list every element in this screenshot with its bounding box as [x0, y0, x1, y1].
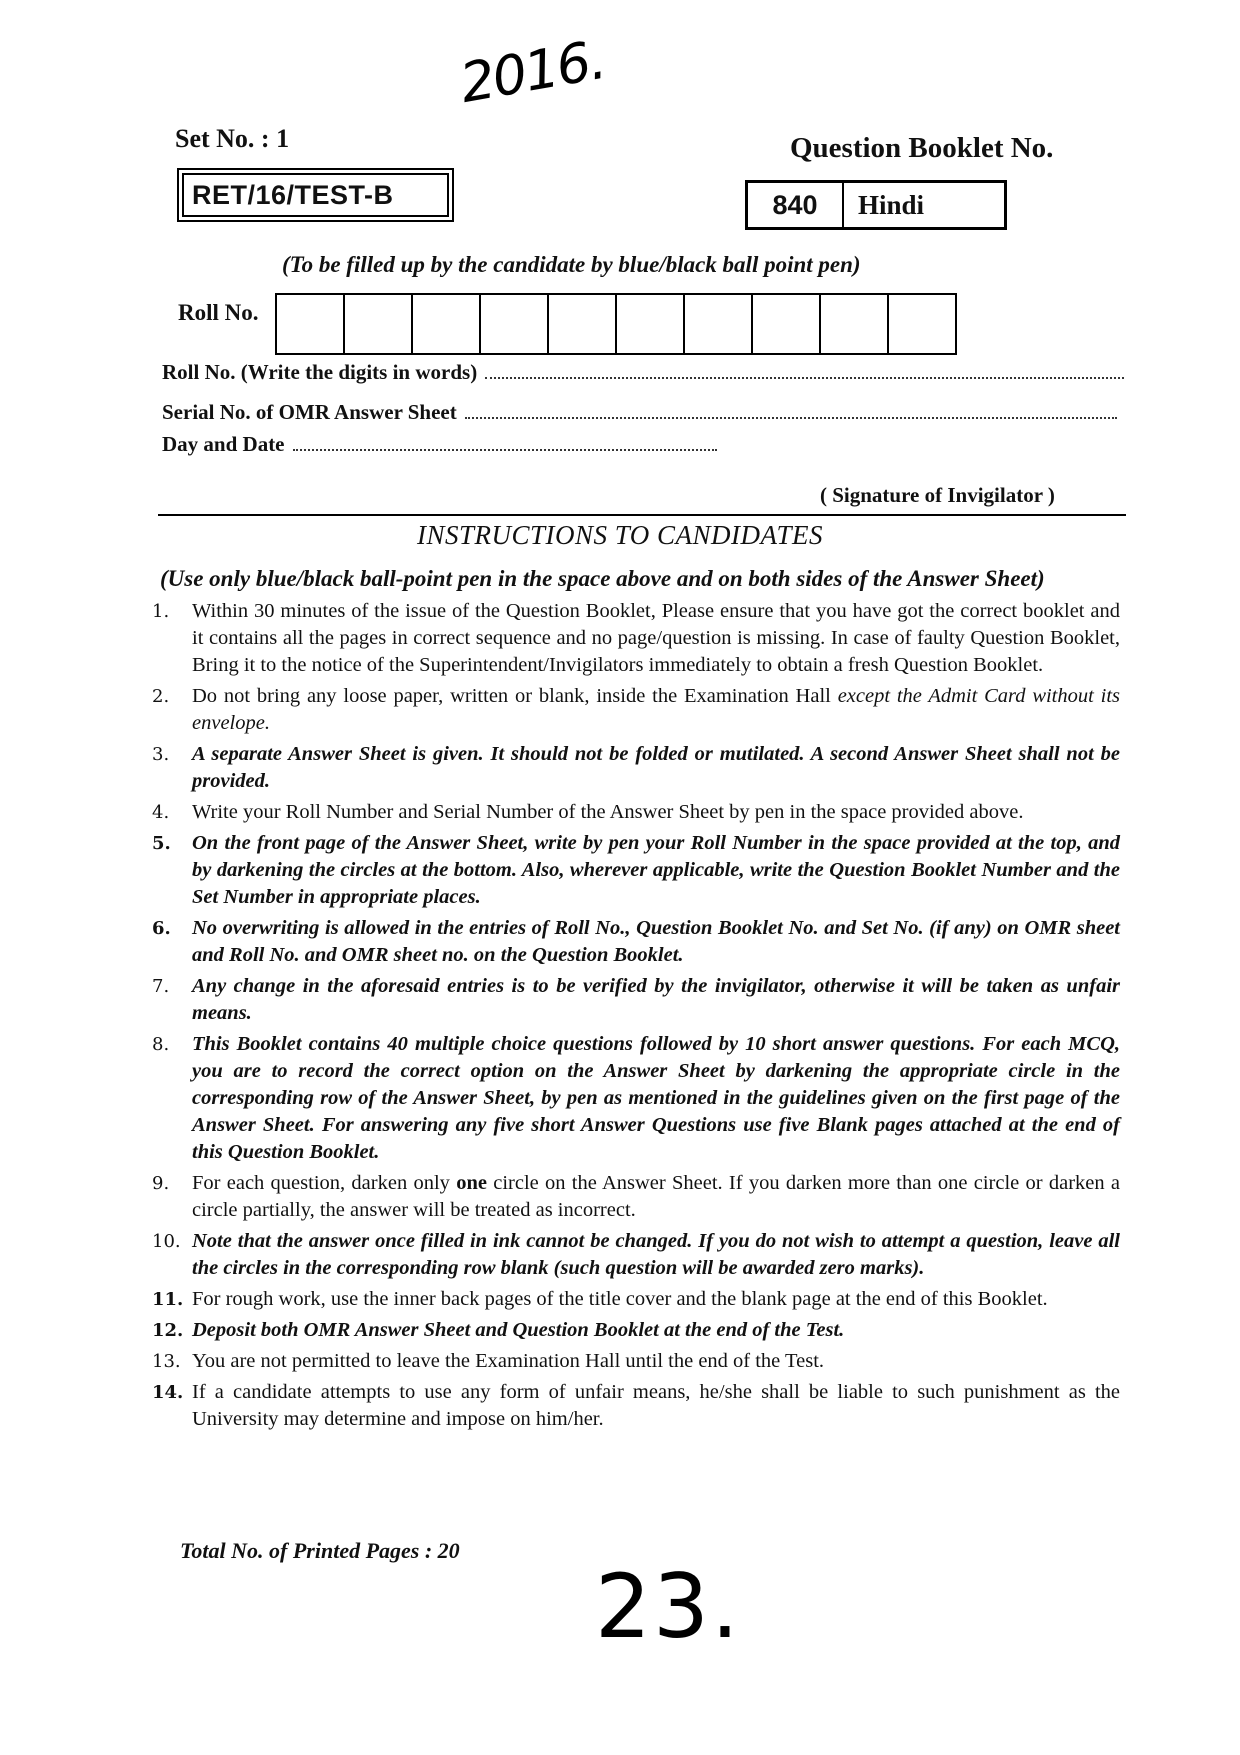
handwritten-year-mark: 2016.	[455, 27, 609, 116]
list-item: 9. For each question, darken only one circle on the Answer Sheet. If you darken more than one circle or darken a circle partially, the answer will be treated as incorrect.	[152, 1172, 1121, 1221]
question-booklet-label: Question Booklet No.	[790, 132, 1054, 164]
roll-digit-box[interactable]	[617, 295, 685, 353]
roll-digit-box[interactable]	[821, 295, 889, 353]
list-item: 10. Note that the answer once filled in ink cannot be changed. If you do not wish to attempt a question, leave all the circles in the corresponding row blank (such question will be awarded zero marks).	[152, 1230, 1120, 1279]
roll-words-field	[162, 360, 1124, 385]
list-item: 8. This Booklet contains 40 multiple choice questions followed by 10 short answer questions. For each MCQ, you are to record the correct option on the Answer Sheet by darkening the appropriate circle in the corresponding row of the Answer Sheet, by pen as mentioned in the guidelines given on the first page of the Answer Sheet. For answering any five short Answer Questions use five Blank pages attached at the end of this Question Booklet.	[152, 1033, 1120, 1163]
set-number: Set No. : 1	[175, 124, 290, 153]
fill-note: (To be filled up by the candidate by blue/black ball point pen)	[282, 252, 861, 277]
omr-serial-field	[162, 400, 1117, 425]
list-item: 13. You are not permitted to leave the Examination Hall until the end of the Test.	[152, 1350, 825, 1372]
set-code: RET/16/TEST-B	[182, 173, 449, 217]
roll-digit-box[interactable]	[685, 295, 753, 353]
list-item: 11. For rough work, use the inner back pages of the title cover and the blank page at the end of this Booklet.	[152, 1288, 1048, 1310]
divider	[158, 514, 1126, 516]
roll-digit-box[interactable]	[753, 295, 821, 353]
instructions-heading: INSTRUCTIONS TO CANDIDATES	[416, 520, 824, 550]
roll-digit-box[interactable]	[345, 295, 413, 353]
list-item: 12. Deposit both OMR Answer Sheet and Question Booklet at the end of the Test.	[152, 1319, 845, 1341]
total-pages: Total No. of Printed Pages : 20	[180, 1538, 460, 1563]
list-item: 1. Within 30 minutes of the issue of the Question Booklet, Please ensure that you have got the correct booklet and it contains all the pages in correct sequence and no page/question is missing. In case of faulty Question Booklet, Bring it to the notice of the Superintendent/Invigilators immediately to obtain a fresh Question Booklet.	[152, 600, 1120, 676]
booklet-subject: Hindi	[858, 190, 925, 220]
instructions-subheading: (Use only blue/black ball-point pen in the space above and on both sides of the Answer Sheet)	[160, 566, 1045, 591]
list-item: 6. No overwriting is allowed in the entries of Roll No., Question Booklet No. and Set No. (if any) on OMR sheet and Roll No. and OMR sheet no. on the Question Booklet.	[152, 917, 1120, 966]
day-date-field	[162, 432, 717, 457]
roll-digit-box[interactable]	[481, 295, 549, 353]
list-item: 5. On the front page of the Answer Sheet, write by pen your Roll Number in the space provided at the top, and by darkening the circles at the bottom. Also, wherever applicable, write the Question Booklet Number and the Set Number in appropriate places.	[152, 832, 1120, 908]
roll-digit-box[interactable]	[549, 295, 617, 353]
roll-words-line[interactable]	[485, 376, 1124, 379]
day-date-line[interactable]	[293, 448, 717, 451]
invigilator-signature: ( Signature of Invigilator )	[820, 483, 1055, 507]
omr-serial-line[interactable]	[465, 416, 1117, 419]
handwritten-page-mark: 23.	[595, 1555, 741, 1658]
list-item: 4. Write your Roll Number and Serial Number of the Answer Sheet by pen in the space provided above.	[152, 801, 1024, 823]
roll-words-label: Roll No. (Write the digits in words)	[162, 360, 478, 384]
list-item: 2. Do not bring any loose paper, written or blank, inside the Examination Hall except the Admit Card without its envelope.	[152, 685, 1121, 734]
list-item: 14. If a candidate attempts to use any form of unfair means, he/she shall be liable to such punishment as the University may determine and impose on him/her.	[152, 1381, 1120, 1430]
question-booklet-box	[745, 180, 1007, 230]
roll-no-grid	[275, 293, 957, 355]
set-code-box	[177, 168, 454, 222]
list-item: 7. Any change in the aforesaid entries is to be verified by the invigilator, otherwise it will be taken as unfair means.	[152, 975, 1120, 1024]
omr-serial-label: Serial No. of OMR Answer Sheet	[162, 400, 457, 424]
list-item: 3. A separate Answer Sheet is given. It should not be folded or mutilated. A second Answer Sheet shall not be provided.	[152, 743, 1120, 792]
roll-digit-box[interactable]	[277, 295, 345, 353]
roll-no-label: Roll No.	[178, 300, 259, 325]
day-date-label: Day and Date	[162, 432, 285, 456]
roll-digit-box[interactable]	[413, 295, 481, 353]
booklet-number: 840	[748, 183, 844, 227]
instructions-list	[152, 598, 1120, 1437]
roll-digit-box[interactable]	[889, 295, 955, 353]
